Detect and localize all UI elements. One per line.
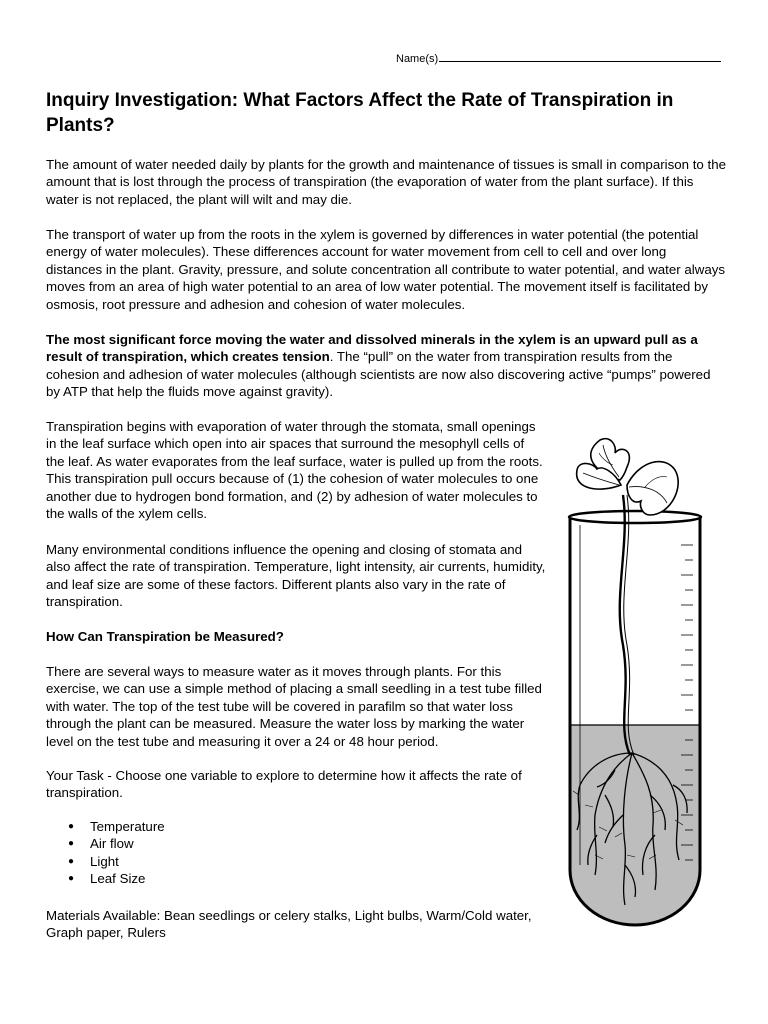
name-label: Name(s) [396, 53, 439, 65]
bold-statement: The most significant force moving the water and dissolved minerals in the xylem is an upward pull as a result of transpiration, which creates tension [46, 332, 698, 365]
pull-explanation: . The “pull” on the water from transpiration results from the cohesion and adhesion of water molecules (although scientists are now also discovering active “pumps” powered by ATP that help the fluids move against gravity). [46, 349, 711, 400]
paragraph-stomata: Transpiration begins with evaporation of water through the stomata, small openings in the leaf surface which open into air spaces that surround the mesophyll cells of the leaf. As water evaporates from the leaf surface, water is pulled up from the roots. This transpiration pull occurs because of (1) the cohesion of water molecules to one another due to hydrogen bond formation, and (2) by adhesion of water molecules to the walls of the xylem cells. [46, 419, 543, 522]
heading-how-measured: How Can Transpiration be Measured? [46, 629, 284, 644]
materials-list: Materials Available: Bean seedlings or celery stalks, Light bulbs, Warm/Cold water, Graph paper, Rulers [46, 908, 532, 941]
seedling-test-tube-figure [555, 435, 725, 930]
list-item: ● Light [46, 853, 165, 870]
paragraph-task: Your Task - Choose one variable to explore to determine how it affects the rate of transpiration. [46, 768, 522, 801]
paragraph-water-transport: The transport of water up from the roots in the xylem is governed by differences in water potential (the potential energy of water molecules). These differences account for water movement from cell to cell and over long distances in the plant. Gravity, pressure, and solute concentration all contribute to water potential, and water always moves from an area of high water potential to an area of low water potential. The movement itself is facilitated by osmosis, root pressure and adhesion and cohesion of water molecules. [46, 227, 726, 312]
paragraph-transpiration-pull [46, 331, 726, 401]
list-item: ● Temperature [46, 818, 165, 835]
variable-list [46, 818, 165, 888]
name-field [396, 52, 721, 65]
list-item: ● Air flow [46, 835, 165, 852]
page-title: Inquiry Investigation: What Factors Affect the Rate of Transpiration in Plants? [46, 90, 674, 136]
paragraph-method: There are several ways to measure water as it moves through plants. For this exercise, we can use a simple method of placing a small seedling in a test tube filled with water. The top of the test tube will be covered in parafilm so that water loss through the plant can be measured. Measure the water loss by marking the water level on the test tube and measuring it over a 24 or 48 hour period. [46, 664, 542, 749]
seedling-in-test-tube-icon [555, 435, 725, 930]
name-blank-line[interactable] [439, 52, 721, 62]
paragraph-intro: The amount of water needed daily by plants for the growth and maintenance of tissues is small in comparison to the amount that is lost through the process of transpiration (the evaporation of water from the plant surface). If this water is not replaced, the plant will wilt and may die. [46, 157, 726, 207]
paragraph-environment: Many environmental conditions influence the opening and closing of stomata and also affect the rate of transpiration. Temperature, light intensity, air currents, humidity, and leaf size are some of these factors. Different plants also vary in the rate of transpiration. [46, 542, 546, 610]
list-item: ● Leaf Size [46, 870, 165, 887]
